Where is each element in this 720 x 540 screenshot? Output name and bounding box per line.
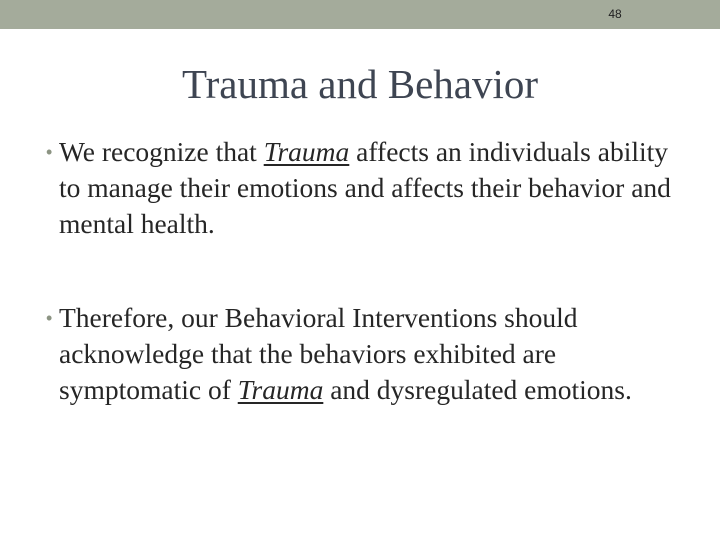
slide-number: 48 (608, 7, 622, 21)
bullet-list (46, 134, 696, 408)
bullet-emphasis: Trauma (237, 374, 324, 405)
bullet-text: and dysregulated emotions. (323, 374, 632, 405)
slide-title: Trauma and Behavior (181, 61, 539, 107)
bullet-text: We recognize that (59, 136, 264, 167)
header-band (0, 0, 720, 29)
bullet-emphasis: Trauma (263, 136, 350, 167)
bullet-text: affects an individuals ability to manage their emotions and affects their behavior and mental health. (59, 136, 671, 239)
bullet-item (46, 134, 696, 242)
bullet-marker: • (46, 142, 53, 162)
bullet-marker: • (46, 308, 53, 328)
bullet-item (46, 300, 696, 408)
bullet-text: Therefore, our Behavioral Interventions should acknowledge that the behaviors exhibited are symptomatic of (59, 302, 578, 405)
